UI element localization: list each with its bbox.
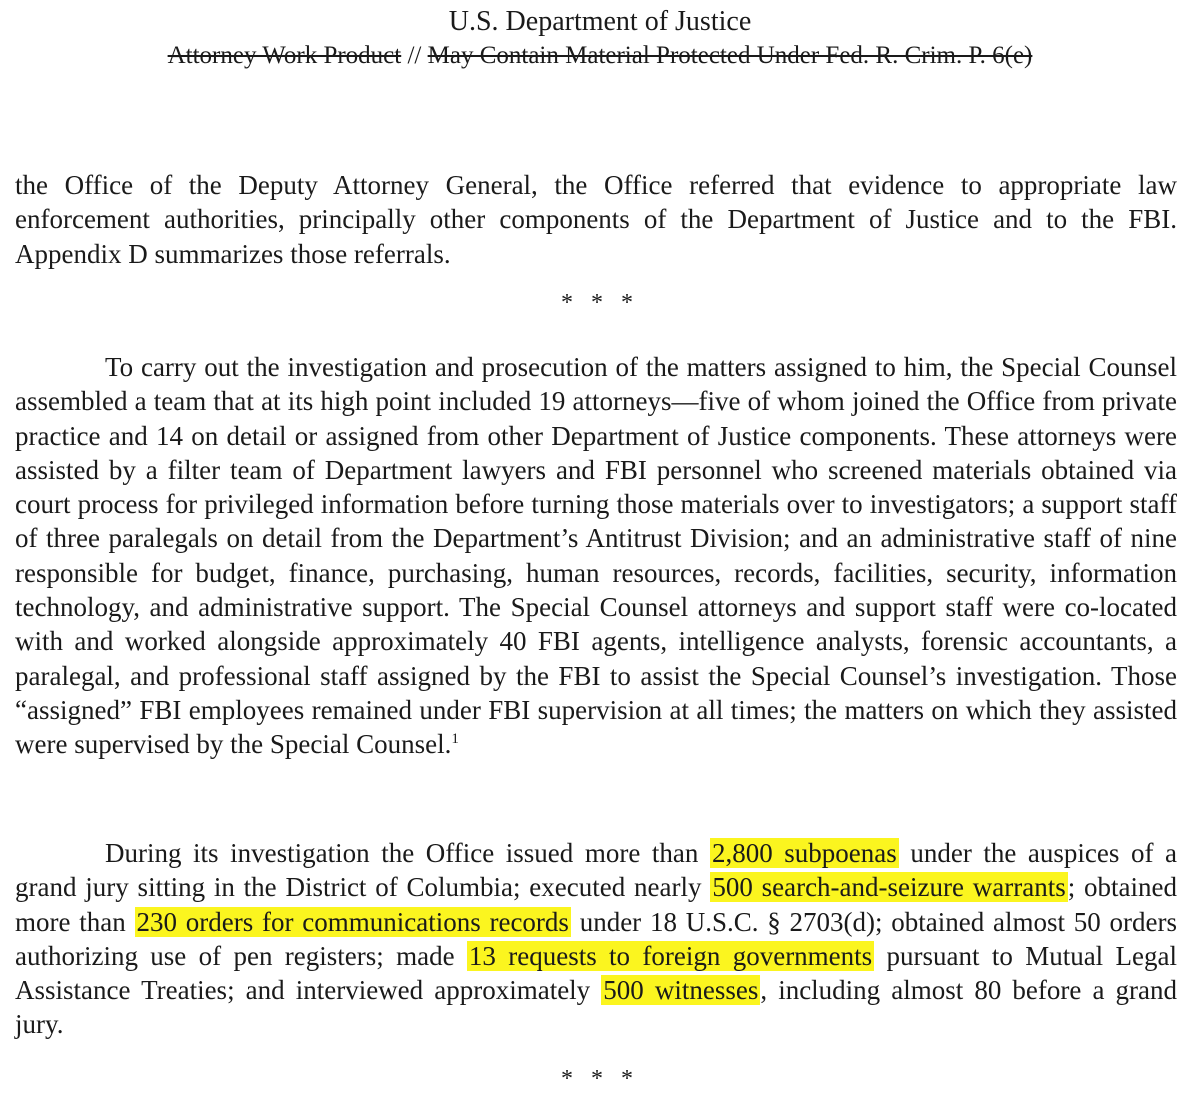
paragraph-investigation-stats <box>15 836 1177 1042</box>
section-separator-1: * * * <box>561 290 639 316</box>
highlight-witnesses: 500 witnesses <box>603 975 759 1006</box>
footnote-reference: 1 <box>451 731 459 748</box>
stats-text-1: During its investigation the Office issued more than <box>105 838 710 868</box>
paragraph-team-text: To carry out the investigation and prosecution of the matters assigned to him, the Special Counsel assembled a team that at its high point included 19 attorneys—five of whom joined the Office from private practice and 14 on detail or assigned from other Department of Justice components. These attorneys were assisted by a filter team of Department lawyers and FBI personnel who screened materials obtained via court process for privileged information before turning those materials over to investigators; a support staff of three paralegals on detail from the Department’s Antitrust Division; and an administrative staff of nine responsible for budget, finance, purchasing, human resources, records, facilities, security, information technology, and administrative support. The Special Counsel attorneys and support staff were co-located with and worked alongside approximately 40 FBI agents, intelligence analysts, forensic accountants, a paralegal, and professional staff assigned by the FBI to assist the Special Counsel’s investigation. Those “assigned” FBI employees remained under FBI supervision at all times; the matters on which they assisted were supervised by the Special Counsel. <box>15 352 1177 760</box>
paragraph-team <box>15 350 1177 762</box>
highlight-warrants: 500 search-and-seizure warrants <box>712 872 1066 903</box>
highlight-communications-orders: 230 orders for communications records <box>136 906 569 937</box>
stats-text-6: , including almost 80 before a grand jury. <box>15 975 1177 1040</box>
section-separator-2: * * * <box>561 1066 639 1092</box>
classification-line <box>0 40 1200 72</box>
marking-separator: // <box>407 42 422 69</box>
paragraph-referrals: the Office of the Deputy Attorney General, the Office referred that evidence to appropriate law enforcement authorities, principally other components of the Department of Justice and to the FBI. Appendix D summarizes those referrals. <box>15 170 1177 269</box>
stats-text-4: under 18 U.S.C. § 2703(d); obtained almost 50 orders authorizing use of pen registers; made <box>15 906 1177 971</box>
grand-jury-marking: May Contain Material Protected Under Fed. R. Crim. P. 6(e) <box>427 42 1033 69</box>
highlight-subpoenas: 2,800 subpoenas <box>711 838 897 868</box>
highlight-foreign-requests: 13 requests to foreign governments <box>468 940 873 971</box>
stats-text-2: under the auspices of a grand jury sitting in the District of Columbia; executed nearly <box>15 838 1178 903</box>
work-product-marking: Attorney Work Product <box>167 42 402 69</box>
department-heading: U.S. Department of Justice <box>448 6 752 37</box>
stats-text-3: ; obtained more than <box>15 872 1178 937</box>
stats-text-5: pursuant to Mutual Legal Assistance Treaties; and interviewed approximately <box>15 940 1177 1006</box>
